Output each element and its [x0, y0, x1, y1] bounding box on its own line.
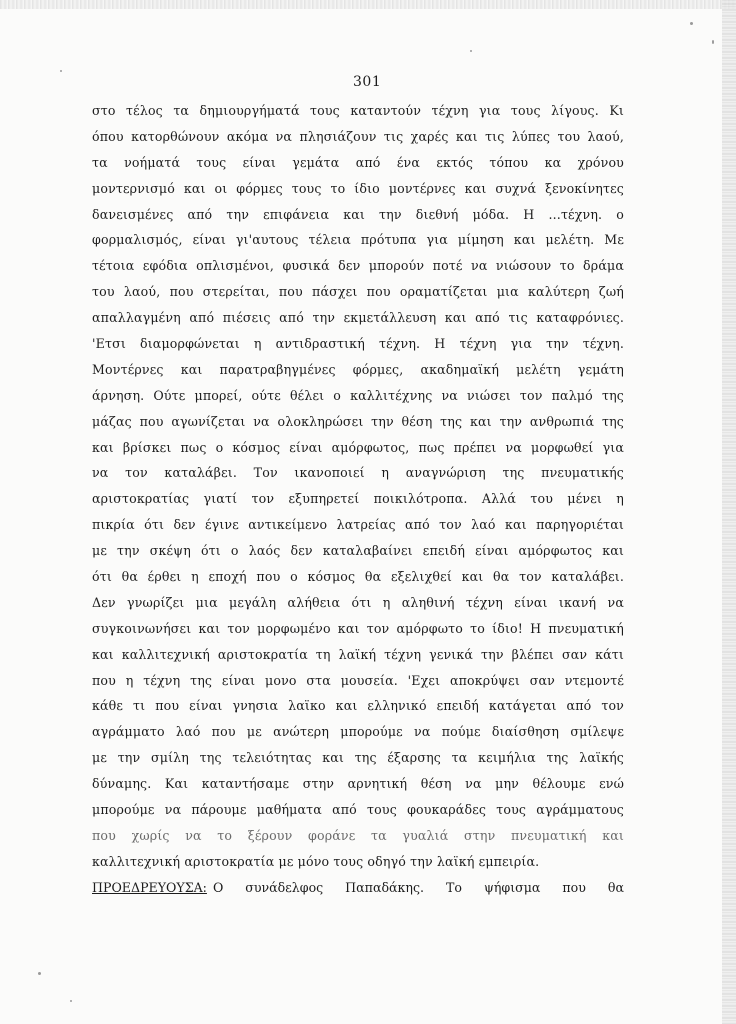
text-line: όπου κατορθώνουν ακόμα να πλησιάζουν τις χαρές και τις λύπες του λαού,: [92, 128, 624, 144]
body-text: [92, 98, 624, 901]
text-line: αριστοκρατίας γιατί τον εξυπηρετεί ποικιλότροπα. Αλλά του μένει η: [92, 491, 624, 507]
text-line: Μοντέρνες και παρατραβηγμένες φόρμες, ακαδημαϊκή μελέτη γεμάτη: [92, 361, 624, 377]
text-line: τέτοια εφόδια οπλισμένοι, φυσικά δεν μπορούν ποτέ να νιώσουν το δράμα: [92, 258, 624, 274]
text-line: με την σμίλη της τελειότητας και της έξαρσης τα κειμήλια της λαϊκής: [92, 750, 624, 766]
text-line: άρνηση. Ούτε μπορεί, ούτε θέλει ο καλλιτέχνης να νιώσει τον παλμό της: [92, 387, 624, 403]
text-line: 'Ετσι διαμορφώνεται η αντιδραστική τέχνη. Η τέχνη για την τέχνη.: [92, 336, 624, 352]
text-line: να τον καταλάβει. Τον ικανοποιεί η αναγνώριση της πνευματικής: [92, 465, 624, 481]
text-line: που χωρίς να το ξέρουν φοράνε τα γυαλιά στην πνευματική και: [92, 827, 624, 843]
scan-speck: [70, 1000, 72, 1002]
text-line: με την σκέψη ότι ο λαός δεν καταλαβαίνει επειδή είναι αμόρφωτος και: [92, 543, 624, 559]
scan-speck: [470, 50, 472, 52]
scan-speck: [690, 22, 693, 25]
scan-top-edge: [0, 0, 736, 9]
speaker-label: ΠΡΟΕΔΡΕΥΟΥΣΑ:: [92, 879, 207, 895]
speaker-line: [92, 875, 624, 901]
text-line: μοντερνισμό και οι φόρμες τους το ίδιο μοντέρνες και συχνά ξενοκίνητες: [92, 180, 624, 196]
scan-speck: [38, 972, 41, 975]
text-line: του λαού, που στερείται, που πάσχει που οραματίζεται μια καλύτερη ζωή: [92, 284, 624, 300]
scan-right-edge: [722, 0, 736, 1024]
text-line: δύναμης. Και καταντήσαμε στην αρνητική θέση να μην θέλουμε ενώ: [92, 776, 624, 792]
text-line: Δεν γνωρίζει μια μεγάλη αλήθεια ότι η αληθινή τέχνη είναι ικανή να: [92, 594, 624, 610]
speaker-text: Ο συνάδελφος Παπαδάκης. Το ψήφισμα που θα: [212, 879, 624, 895]
text-line: συγκοινωνήσει και τον μορφωμένο και τον αμόρφωτο το ίδιο! Η πνευματική: [92, 620, 624, 636]
text-line: και καλλιτεχνική αριστοκρατία τη λαϊκή τέχνη γενικά την βλέπει σαν κάτι: [92, 646, 624, 662]
text-line: ότι θα έρθει η εποχή που ο κόσμος θα εξελιχθεί και θα τον καταλάβει.: [92, 569, 624, 585]
text-line: αγράμματο λαό που με ανώτερη μπορούμε να πούμε διαίσθηση σμίλεψε: [92, 724, 624, 740]
text-line: που η τέχνη της είναι μονο στα μουσεία. 'Εχει αποκρύψει σαν ντεμοντέ: [92, 672, 624, 688]
text-line: δανεισμένες από την επιφάνεια και την διεθνή μόδα. Η ...τέχνη. ο: [92, 206, 624, 222]
text-line: στο τέλος τα δημιουργήματά τους καταντούν τέχνη για τους λίγους. Κι: [92, 103, 624, 118]
scan-speck: [60, 70, 62, 72]
text-line: μάζας που αγωνίζεται να ολοκληρώσει την θέση της και την ανθρωπιά της: [92, 413, 624, 429]
page-number: 301: [353, 74, 382, 90]
text-line: τα νοήματά τους είναι γεμάτα από ένα εκτός τόπου κα χρόνου: [92, 154, 624, 170]
text-line: μπορούμε να πάρουμε μαθήματα από τους φουκαράδες τους αγράμματους: [92, 802, 624, 818]
text-line: κάθε τι που είναι γνησια λαϊκο και ελληνικό επειδή κατάγεται από τον: [92, 698, 624, 714]
text-line: πικρία ότι δεν έγινε αντικείμενο λατρείας από τον λαό και παρηγοριέται: [92, 517, 624, 533]
text-line: καλλιτεχνική αριστοκρατία με μόνο τους οδηγό την λαϊκή εμπειρία.: [92, 853, 540, 869]
text-line: απαλλαγμένη από πιέσεις από την εκμετάλλευση και από τις καταφρόνιες.: [92, 310, 624, 326]
scan-speck: [712, 40, 714, 44]
text-line: και βρίσκει πως ο κόσμος είναι αμόρφωτος, πως πρέπει να μορφωθεί για: [92, 439, 624, 455]
text-line: φορμαλισμός, είναι γι'αυτους τέλεια πρότυπα για μίμηση και μελέτη. Με: [92, 232, 624, 248]
